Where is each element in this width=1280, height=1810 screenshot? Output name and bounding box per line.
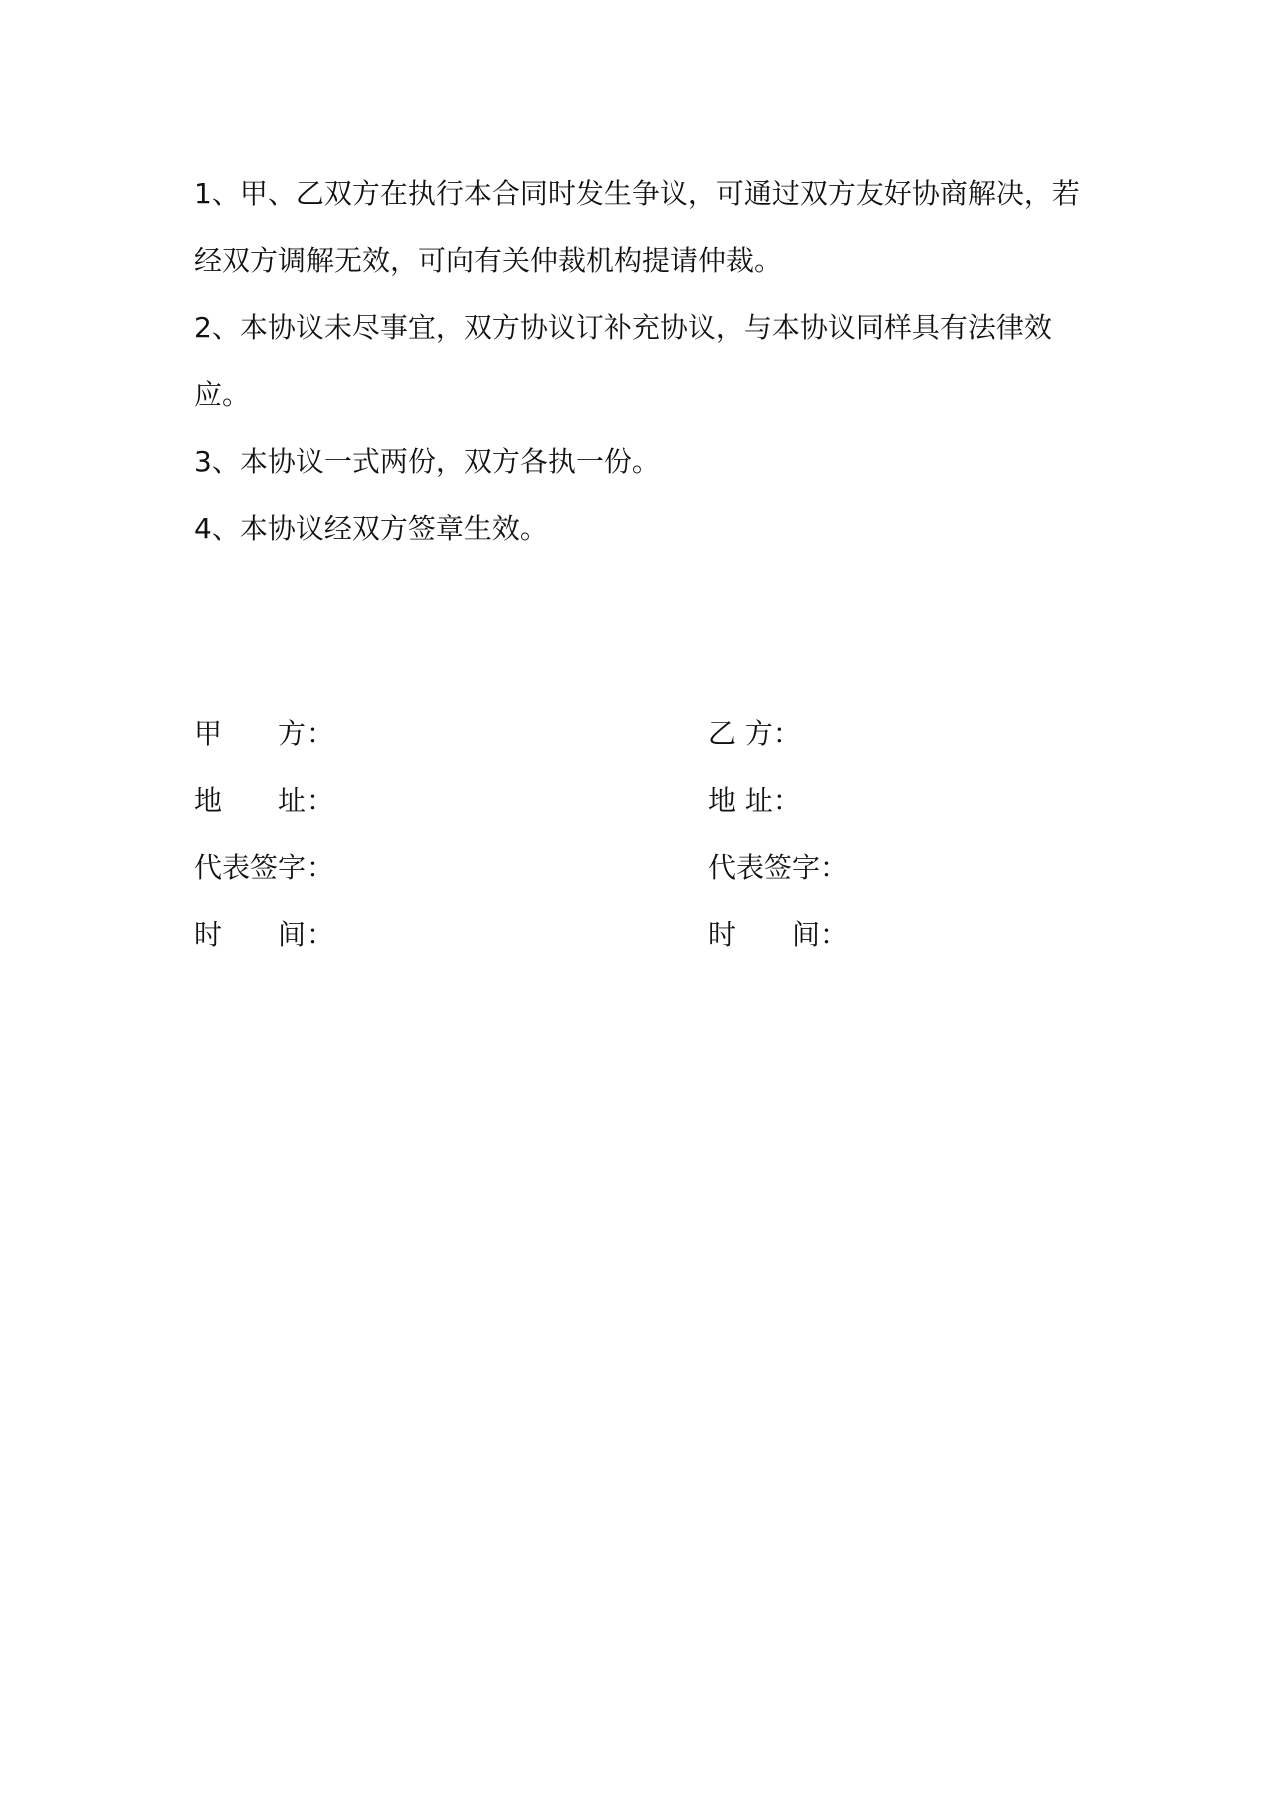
party-a-label: 甲 方：: [194, 717, 335, 750]
party-b-address-label: 地 址：: [708, 784, 801, 817]
party-b-signature-label: 代表签字：: [708, 851, 849, 884]
party-b-signature-block: [708, 700, 848, 968]
clause-4: 4、本协议经双方签章生效。: [194, 512, 548, 545]
clause-3: 3、本协议一式两份，双方各执一份。: [194, 445, 660, 478]
party-a-signature-block: [194, 700, 334, 968]
party-a-address-label: 地 址：: [194, 784, 335, 817]
clause-2: 2、本协议未尽事宜，双方协议订补充协议，与本协议同样具有法律效应。: [194, 311, 1052, 411]
clause-1: 1、甲、乙双方在执行本合同时发生争议，可通过双方友好协商解决，若经双方调解无效，可向有关仲裁机构提请仲裁。: [194, 177, 1080, 277]
party-b-label: 乙 方：: [708, 717, 801, 750]
party-b-date-label: 时 间：: [708, 918, 849, 951]
party-a-signature-label: 代表签字：: [194, 851, 335, 884]
party-a-date-label: 时 间：: [194, 918, 335, 951]
clause-list: [194, 160, 1094, 562]
